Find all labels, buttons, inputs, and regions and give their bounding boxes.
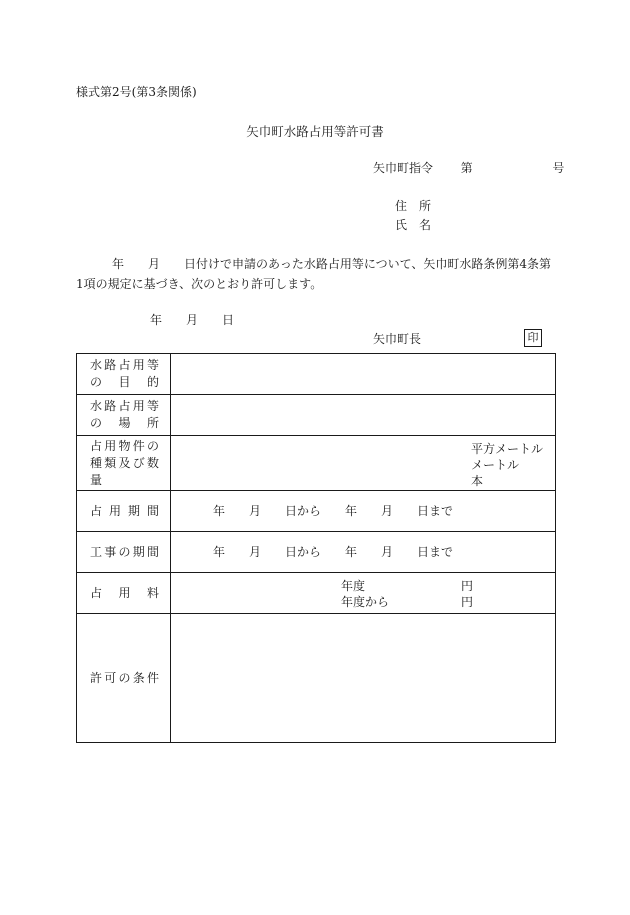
fee-label <box>77 573 171 614</box>
label-line: 占用物件の <box>90 438 159 453</box>
label-line: の 目 的 <box>90 375 159 389</box>
unit-count: 本 <box>471 474 484 488</box>
label-line: 水路占用等 <box>90 358 159 372</box>
yen-unit: 円 <box>461 579 474 593</box>
table-row <box>77 354 556 395</box>
location-value[interactable] <box>171 395 556 436</box>
body-text: 年 月 日付けで申請のあった水路占用等について、矢巾町水路条例第4条第1項の規定に基づき、次のとおり許可します。 <box>76 257 552 291</box>
label-line: 水路占用等 <box>90 399 159 413</box>
label-line: 種類及び数量 <box>90 455 159 487</box>
seal-mark: 印 <box>524 329 542 347</box>
unit-list <box>471 441 543 489</box>
name-label: 氏 名 <box>395 218 432 232</box>
label-line: 占用期間 <box>90 503 159 518</box>
unit-square-meter: 平方メートル <box>471 442 544 456</box>
construction-period-label <box>77 532 171 573</box>
fee-value[interactable] <box>171 573 556 614</box>
permit-table <box>76 353 556 743</box>
mayor-title: 矢巾町長 <box>373 332 422 346</box>
period-range: 年 月 日から 年 月 日まで <box>213 504 454 518</box>
object-value[interactable] <box>171 436 556 491</box>
object-label <box>77 436 171 491</box>
table-row <box>77 573 556 614</box>
construction-range: 年 月 日から 年 月 日まで <box>213 545 454 559</box>
table-row <box>77 395 556 436</box>
conditions-value[interactable] <box>171 614 556 743</box>
conditions-label <box>77 614 171 743</box>
issue-date-line: 年 月 日 <box>150 313 235 327</box>
form-number: 様式第2号(第3条関係) <box>76 85 197 99</box>
label-line: 占 用 料 <box>90 585 159 600</box>
document-title: 矢巾町水路占用等許可書 <box>246 124 384 139</box>
period-label <box>77 491 171 532</box>
period-value[interactable] <box>171 491 556 532</box>
table-row <box>77 491 556 532</box>
permit-prefix: 矢巾町指令 <box>373 161 434 175</box>
fee-line <box>341 594 474 610</box>
fee-year-from: 年度から <box>341 595 390 609</box>
address-label: 住 所 <box>395 199 432 213</box>
permit-number-line <box>373 162 564 174</box>
location-label <box>77 395 171 436</box>
fee-year: 年度 <box>341 579 366 593</box>
table-row <box>77 436 556 491</box>
fee-line <box>341 578 474 594</box>
table-row <box>77 532 556 573</box>
purpose-label <box>77 354 171 395</box>
yen-unit: 円 <box>461 595 474 609</box>
unit-meter: メートル <box>471 458 520 472</box>
fee-lines <box>341 578 474 610</box>
permit-dai: 第 <box>460 161 473 175</box>
permit-go: 号 <box>552 161 565 175</box>
label-line: の 場 所 <box>90 416 159 430</box>
construction-period-value[interactable] <box>171 532 556 573</box>
label-line: 許可の条件 <box>90 670 159 685</box>
label-line: 工事の期間 <box>90 544 159 559</box>
table-row <box>77 614 556 743</box>
purpose-value[interactable] <box>171 354 556 395</box>
